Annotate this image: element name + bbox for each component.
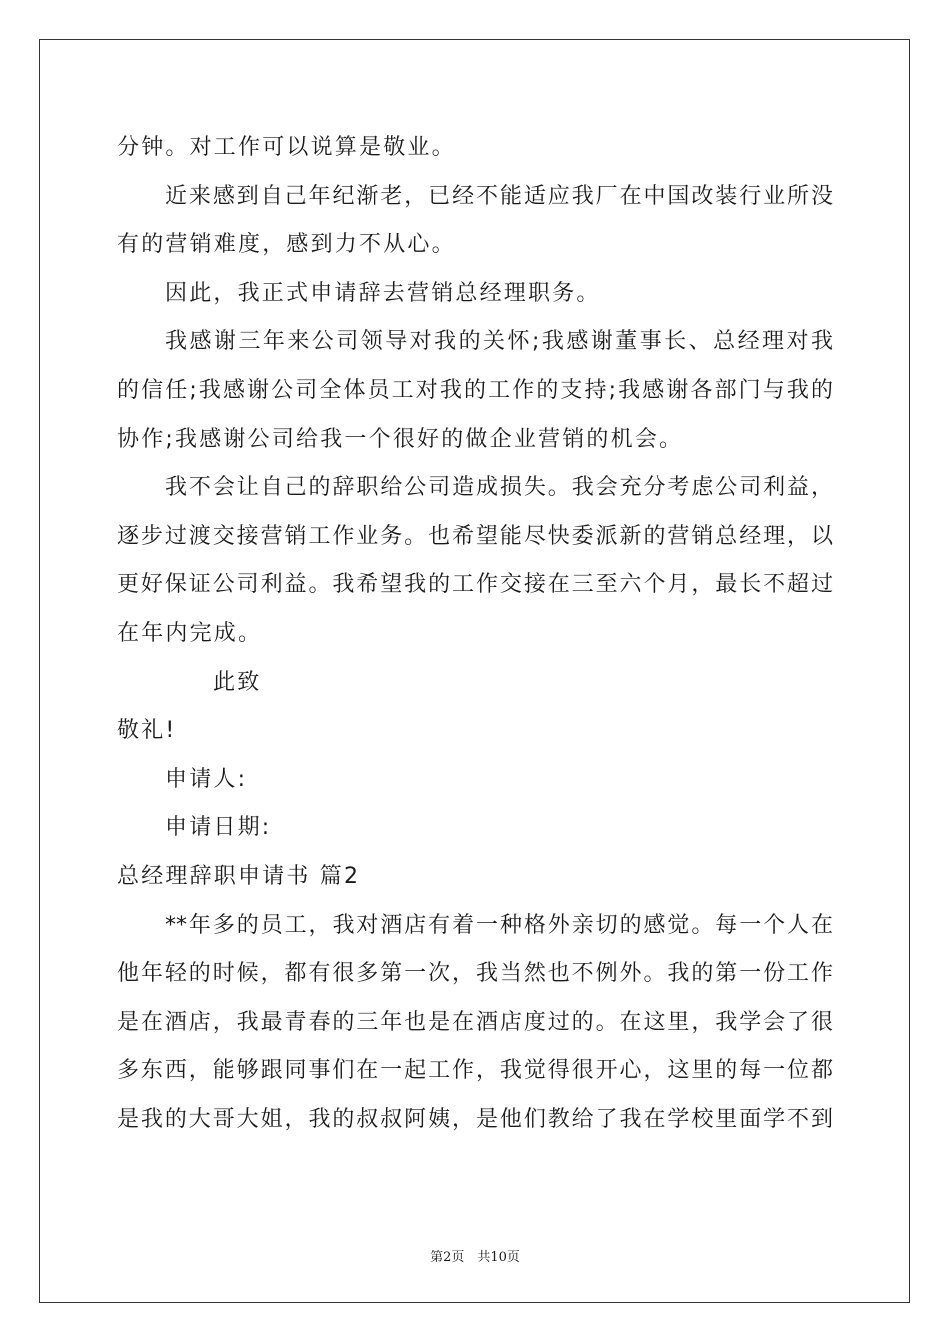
text-line: 更好保证公司利益。我希望我的工作交接在三至六个月，最长不超过 [117,572,833,598]
text-line: 近来感到自己年纪渐老，已经不能适应我厂在中国改装行业所没 [165,183,833,209]
text-line: 总经理辞职申请书 篇2 [117,863,361,889]
text-line: 申请日期: [165,815,272,841]
text-line: 申请人: [165,766,248,792]
text-line: 他年轻的时候，都有很多第一次，我当然也不例外。我的第一份工作 [117,961,833,987]
text-line: 敬礼! [117,718,177,744]
text-line: 是在酒店，我最青春的三年也是在酒店度过的。在这里，我学会了很 [117,1009,833,1035]
document-body [117,124,833,1144]
page-footer: 第2页 共10页 [430,1250,520,1265]
text-line: 多东西，能够跟同事们在一起工作，我觉得很开心，这里的每一位都 [117,1058,833,1084]
text-line: 的信任;我感谢公司全体员工对我的工作的支持;我感谢各部门与我的 [117,377,833,403]
text-line: 协作;我感谢公司给我一个很好的做企业营销的机会。 [117,426,684,452]
text-line: 有的营销难度，感到力不从心。 [117,232,456,258]
text-line: 在年内完成。 [117,620,263,646]
text-line: 逐步过渡交接营销工作业务。也希望能尽快委派新的营销总经理，以 [117,523,833,549]
text-line: 是我的大哥大姐，我的叔叔阿姨，是他们教给了我在学校里面学不到 [117,1106,833,1132]
text-line: **年多的员工，我对酒店有着一种格外亲切的感觉。每一个人在 [165,912,833,938]
text-line: 此致 [213,669,262,695]
text-line: 分钟。对工作可以说算是敬业。 [117,135,456,160]
text-line: 我不会让自己的辞职给公司造成损失。我会充分考虑公司利益， [165,475,833,501]
text-line: 因此，我正式申请辞去营销总经理职务。 [165,280,601,306]
text-line: 我感谢三年来公司领导对我的关怀;我感谢董事长、总经理对我 [165,329,833,355]
